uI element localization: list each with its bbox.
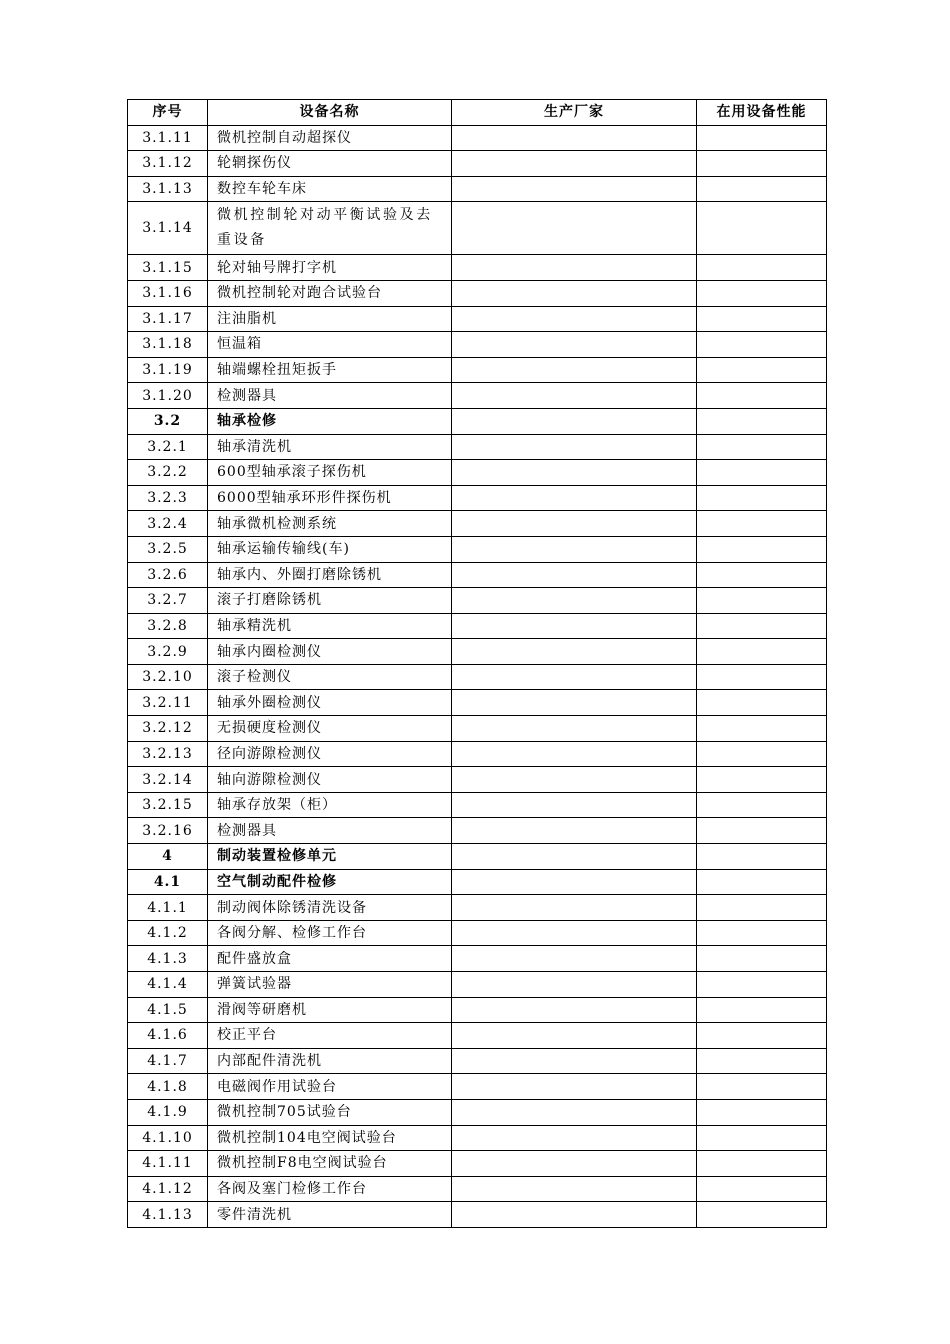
cell-equipment-name: 配件盛放盒 bbox=[208, 946, 452, 972]
cell-serial-number: 3.1.16 bbox=[128, 280, 208, 306]
cell-serial-number: 4.1.12 bbox=[128, 1176, 208, 1202]
cell-equipment-name: 检测器具 bbox=[208, 818, 452, 844]
cell-manufacturer bbox=[452, 125, 697, 151]
table-row bbox=[128, 536, 827, 562]
cell-manufacturer bbox=[452, 1074, 697, 1100]
cell-manufacturer bbox=[452, 434, 697, 460]
cell-serial-number: 4.1.13 bbox=[128, 1202, 208, 1228]
table-row bbox=[128, 767, 827, 793]
cell-equipment-performance bbox=[697, 383, 827, 409]
cell-manufacturer bbox=[452, 664, 697, 690]
cell-equipment-name: 6000型轴承环形件探伤机 bbox=[208, 485, 452, 511]
cell-equipment-name: 制动阀体除锈清洗设备 bbox=[208, 895, 452, 921]
cell-manufacturer bbox=[452, 151, 697, 177]
cell-equipment-name: 零件清洗机 bbox=[208, 1202, 452, 1228]
header-serial-number: 序号 bbox=[128, 100, 208, 126]
table-row bbox=[128, 895, 827, 921]
cell-equipment-performance bbox=[697, 280, 827, 306]
cell-equipment-name: 内部配件清洗机 bbox=[208, 1048, 452, 1074]
table-row bbox=[128, 485, 827, 511]
cell-serial-number: 4.1.1 bbox=[128, 895, 208, 921]
cell-serial-number: 4 bbox=[128, 844, 208, 870]
cell-manufacturer bbox=[452, 844, 697, 870]
cell-equipment-name: 微机控制轮对跑合试验台 bbox=[208, 280, 452, 306]
cell-equipment-performance bbox=[697, 1202, 827, 1228]
cell-equipment-performance bbox=[697, 562, 827, 588]
cell-serial-number: 3.2.10 bbox=[128, 664, 208, 690]
cell-equipment-name: 各阀及塞门检修工作台 bbox=[208, 1176, 452, 1202]
cell-equipment-name: 轮对轴号牌打字机 bbox=[208, 255, 452, 281]
cell-serial-number: 3.2.16 bbox=[128, 818, 208, 844]
cell-equipment-performance bbox=[697, 690, 827, 716]
table-row bbox=[128, 1202, 827, 1228]
cell-manufacturer bbox=[452, 383, 697, 409]
cell-equipment-performance bbox=[697, 844, 827, 870]
cell-equipment-performance bbox=[697, 332, 827, 358]
cell-equipment-performance bbox=[697, 511, 827, 537]
cell-equipment-performance bbox=[697, 306, 827, 332]
cell-equipment-performance bbox=[697, 357, 827, 383]
table-row bbox=[128, 383, 827, 409]
cell-serial-number: 3.1.13 bbox=[128, 176, 208, 202]
table-row bbox=[128, 741, 827, 767]
cell-serial-number: 4.1.9 bbox=[128, 1099, 208, 1125]
cell-equipment-performance bbox=[697, 1151, 827, 1177]
table-row bbox=[128, 818, 827, 844]
cell-manufacturer bbox=[452, 716, 697, 742]
cell-serial-number: 4.1.6 bbox=[128, 1023, 208, 1049]
cell-equipment-name: 滚子打磨除锈机 bbox=[208, 588, 452, 614]
cell-equipment-name: 无损硬度检测仪 bbox=[208, 716, 452, 742]
cell-equipment-performance bbox=[697, 1176, 827, 1202]
cell-equipment-name: 轴承内圈检测仪 bbox=[208, 639, 452, 665]
cell-manufacturer bbox=[452, 946, 697, 972]
table-row bbox=[128, 1151, 827, 1177]
cell-equipment-performance bbox=[697, 408, 827, 434]
cell-serial-number: 3.2.13 bbox=[128, 741, 208, 767]
table-row bbox=[128, 1099, 827, 1125]
cell-manufacturer bbox=[452, 562, 697, 588]
table-row bbox=[128, 639, 827, 665]
cell-equipment-performance bbox=[697, 997, 827, 1023]
cell-equipment-name: 600型轴承滚子探伤机 bbox=[208, 460, 452, 486]
cell-equipment-name: 轴承检修 bbox=[208, 408, 452, 434]
cell-equipment-performance bbox=[697, 202, 827, 255]
table-row bbox=[128, 613, 827, 639]
cell-serial-number: 3.1.11 bbox=[128, 125, 208, 151]
cell-serial-number: 3.1.15 bbox=[128, 255, 208, 281]
cell-equipment-name: 注油脂机 bbox=[208, 306, 452, 332]
cell-manufacturer bbox=[452, 869, 697, 895]
table-row bbox=[128, 920, 827, 946]
table-row bbox=[128, 716, 827, 742]
cell-manufacturer bbox=[452, 997, 697, 1023]
cell-equipment-name: 数控车轮车床 bbox=[208, 176, 452, 202]
cell-equipment-name: 弹簧试验器 bbox=[208, 972, 452, 998]
cell-manufacturer bbox=[452, 176, 697, 202]
table-row bbox=[128, 280, 827, 306]
cell-manufacturer bbox=[452, 536, 697, 562]
cell-serial-number: 3.2.1 bbox=[128, 434, 208, 460]
table-row bbox=[128, 1048, 827, 1074]
cell-serial-number: 3.2.9 bbox=[128, 639, 208, 665]
cell-equipment-performance bbox=[697, 716, 827, 742]
table-row bbox=[128, 690, 827, 716]
cell-equipment-performance bbox=[697, 485, 827, 511]
cell-serial-number: 3.1.19 bbox=[128, 357, 208, 383]
table-row bbox=[128, 997, 827, 1023]
table-row bbox=[128, 306, 827, 332]
cell-manufacturer bbox=[452, 1048, 697, 1074]
cell-equipment-performance bbox=[697, 792, 827, 818]
cell-equipment-performance bbox=[697, 664, 827, 690]
cell-equipment-name: 各阀分解、检修工作台 bbox=[208, 920, 452, 946]
table-row bbox=[128, 1074, 827, 1100]
cell-serial-number: 4.1.11 bbox=[128, 1151, 208, 1177]
cell-equipment-name: 微机控制自动超探仪 bbox=[208, 125, 452, 151]
table-row bbox=[128, 588, 827, 614]
cell-serial-number: 3.1.14 bbox=[128, 202, 208, 255]
cell-manufacturer bbox=[452, 332, 697, 358]
cell-serial-number: 3.2.2 bbox=[128, 460, 208, 486]
table-row bbox=[128, 151, 827, 177]
cell-equipment-name: 微机控制F8电空阀试验台 bbox=[208, 1151, 452, 1177]
cell-serial-number: 4.1.7 bbox=[128, 1048, 208, 1074]
cell-equipment-name: 滚子检测仪 bbox=[208, 664, 452, 690]
cell-equipment-name: 轮辋探伤仪 bbox=[208, 151, 452, 177]
table-row bbox=[128, 972, 827, 998]
cell-equipment-name: 径向游隙检测仪 bbox=[208, 741, 452, 767]
table-row bbox=[128, 176, 827, 202]
cell-manufacturer bbox=[452, 485, 697, 511]
cell-equipment-name: 轴承精洗机 bbox=[208, 613, 452, 639]
cell-serial-number: 4.1.10 bbox=[128, 1125, 208, 1151]
cell-serial-number: 4.1 bbox=[128, 869, 208, 895]
table-row bbox=[128, 434, 827, 460]
table-row bbox=[128, 511, 827, 537]
cell-serial-number: 3.1.18 bbox=[128, 332, 208, 358]
cell-equipment-performance bbox=[697, 946, 827, 972]
cell-equipment-name: 轴承外圈检测仪 bbox=[208, 690, 452, 716]
cell-serial-number: 3.2.15 bbox=[128, 792, 208, 818]
cell-equipment-name: 轴向游隙检测仪 bbox=[208, 767, 452, 793]
cell-equipment-name: 微机控制705试验台 bbox=[208, 1099, 452, 1125]
cell-serial-number: 3.2.5 bbox=[128, 536, 208, 562]
cell-manufacturer bbox=[452, 357, 697, 383]
cell-serial-number: 4.1.2 bbox=[128, 920, 208, 946]
cell-equipment-name: 轴端螺栓扭矩扳手 bbox=[208, 357, 452, 383]
cell-equipment-performance bbox=[697, 869, 827, 895]
equipment-table bbox=[127, 99, 827, 1228]
cell-manufacturer bbox=[452, 818, 697, 844]
cell-serial-number: 3.2.7 bbox=[128, 588, 208, 614]
cell-equipment-performance bbox=[697, 255, 827, 281]
cell-manufacturer bbox=[452, 306, 697, 332]
header-equipment-performance: 在用设备性能 bbox=[697, 100, 827, 126]
table-row bbox=[128, 562, 827, 588]
cell-serial-number: 3.2.4 bbox=[128, 511, 208, 537]
table-row bbox=[128, 946, 827, 972]
cell-serial-number: 4.1.3 bbox=[128, 946, 208, 972]
cell-manufacturer bbox=[452, 920, 697, 946]
cell-manufacturer bbox=[452, 1151, 697, 1177]
cell-manufacturer bbox=[452, 1176, 697, 1202]
cell-equipment-performance bbox=[697, 1048, 827, 1074]
cell-equipment-performance bbox=[697, 434, 827, 460]
cell-serial-number: 4.1.5 bbox=[128, 997, 208, 1023]
cell-manufacturer bbox=[452, 792, 697, 818]
cell-manufacturer bbox=[452, 408, 697, 434]
cell-equipment-name: 轴承微机检测系统 bbox=[208, 511, 452, 537]
header-manufacturer: 生产厂家 bbox=[452, 100, 697, 126]
table-row bbox=[128, 792, 827, 818]
table-row bbox=[128, 844, 827, 870]
cell-equipment-performance bbox=[697, 972, 827, 998]
cell-equipment-name: 轴承内、外圈打磨除锈机 bbox=[208, 562, 452, 588]
table-row bbox=[128, 1125, 827, 1151]
cell-equipment-name: 滑阀等研磨机 bbox=[208, 997, 452, 1023]
table-row bbox=[128, 332, 827, 358]
table-row bbox=[128, 357, 827, 383]
cell-manufacturer bbox=[452, 972, 697, 998]
header-equipment-name: 设备名称 bbox=[208, 100, 452, 126]
cell-manufacturer bbox=[452, 767, 697, 793]
cell-equipment-name: 轴承清洗机 bbox=[208, 434, 452, 460]
cell-equipment-performance bbox=[697, 818, 827, 844]
cell-manufacturer bbox=[452, 280, 697, 306]
cell-equipment-name: 轴承存放架（柜） bbox=[208, 792, 452, 818]
cell-manufacturer bbox=[452, 639, 697, 665]
cell-equipment-name: 校正平台 bbox=[208, 1023, 452, 1049]
cell-serial-number: 3.1.17 bbox=[128, 306, 208, 332]
cell-serial-number: 3.1.12 bbox=[128, 151, 208, 177]
cell-manufacturer bbox=[452, 741, 697, 767]
cell-equipment-name: 恒温箱 bbox=[208, 332, 452, 358]
cell-equipment-name: 空气制动配件检修 bbox=[208, 869, 452, 895]
cell-equipment-performance bbox=[697, 536, 827, 562]
table-row bbox=[128, 1023, 827, 1049]
cell-equipment-performance bbox=[697, 1099, 827, 1125]
cell-manufacturer bbox=[452, 613, 697, 639]
cell-manufacturer bbox=[452, 588, 697, 614]
cell-equipment-performance bbox=[697, 895, 827, 921]
cell-manufacturer bbox=[452, 255, 697, 281]
cell-equipment-name: 电磁阀作用试验台 bbox=[208, 1074, 452, 1100]
cell-equipment-performance bbox=[697, 613, 827, 639]
table-row bbox=[128, 869, 827, 895]
cell-equipment-performance bbox=[697, 639, 827, 665]
table-row bbox=[128, 1176, 827, 1202]
cell-serial-number: 4.1.4 bbox=[128, 972, 208, 998]
cell-serial-number: 3.1.20 bbox=[128, 383, 208, 409]
cell-manufacturer bbox=[452, 690, 697, 716]
cell-serial-number: 3.2.8 bbox=[128, 613, 208, 639]
cell-equipment-performance bbox=[697, 741, 827, 767]
cell-manufacturer bbox=[452, 1023, 697, 1049]
cell-manufacturer bbox=[452, 895, 697, 921]
cell-equipment-performance bbox=[697, 176, 827, 202]
cell-serial-number: 3.2.3 bbox=[128, 485, 208, 511]
cell-manufacturer bbox=[452, 1099, 697, 1125]
cell-equipment-performance bbox=[697, 920, 827, 946]
cell-serial-number: 3.2.6 bbox=[128, 562, 208, 588]
cell-equipment-name: 微机控制104电空阀试验台 bbox=[208, 1125, 452, 1151]
cell-equipment-performance bbox=[697, 151, 827, 177]
cell-manufacturer bbox=[452, 460, 697, 486]
table-row bbox=[128, 202, 827, 255]
cell-equipment-name: 微机控制轮对动平衡试验及去重设备 bbox=[208, 202, 452, 255]
cell-equipment-name: 制动装置检修单元 bbox=[208, 844, 452, 870]
table-header-row bbox=[128, 100, 827, 126]
table-row bbox=[128, 460, 827, 486]
cell-equipment-name: 检测器具 bbox=[208, 383, 452, 409]
cell-serial-number: 3.2.12 bbox=[128, 716, 208, 742]
cell-serial-number: 4.1.8 bbox=[128, 1074, 208, 1100]
cell-equipment-performance bbox=[697, 1023, 827, 1049]
cell-equipment-performance bbox=[697, 1125, 827, 1151]
cell-equipment-performance bbox=[697, 1074, 827, 1100]
cell-equipment-name: 轴承运输传输线(车) bbox=[208, 536, 452, 562]
table-row bbox=[128, 255, 827, 281]
cell-serial-number: 3.2 bbox=[128, 408, 208, 434]
cell-equipment-performance bbox=[697, 588, 827, 614]
cell-manufacturer bbox=[452, 202, 697, 255]
cell-serial-number: 3.2.11 bbox=[128, 690, 208, 716]
cell-equipment-performance bbox=[697, 460, 827, 486]
table-body bbox=[128, 125, 827, 1227]
cell-equipment-performance bbox=[697, 125, 827, 151]
cell-manufacturer bbox=[452, 1202, 697, 1228]
table-row bbox=[128, 664, 827, 690]
cell-manufacturer bbox=[452, 1125, 697, 1151]
table-row bbox=[128, 125, 827, 151]
cell-equipment-performance bbox=[697, 767, 827, 793]
table-row bbox=[128, 408, 827, 434]
cell-manufacturer bbox=[452, 511, 697, 537]
cell-serial-number: 3.2.14 bbox=[128, 767, 208, 793]
